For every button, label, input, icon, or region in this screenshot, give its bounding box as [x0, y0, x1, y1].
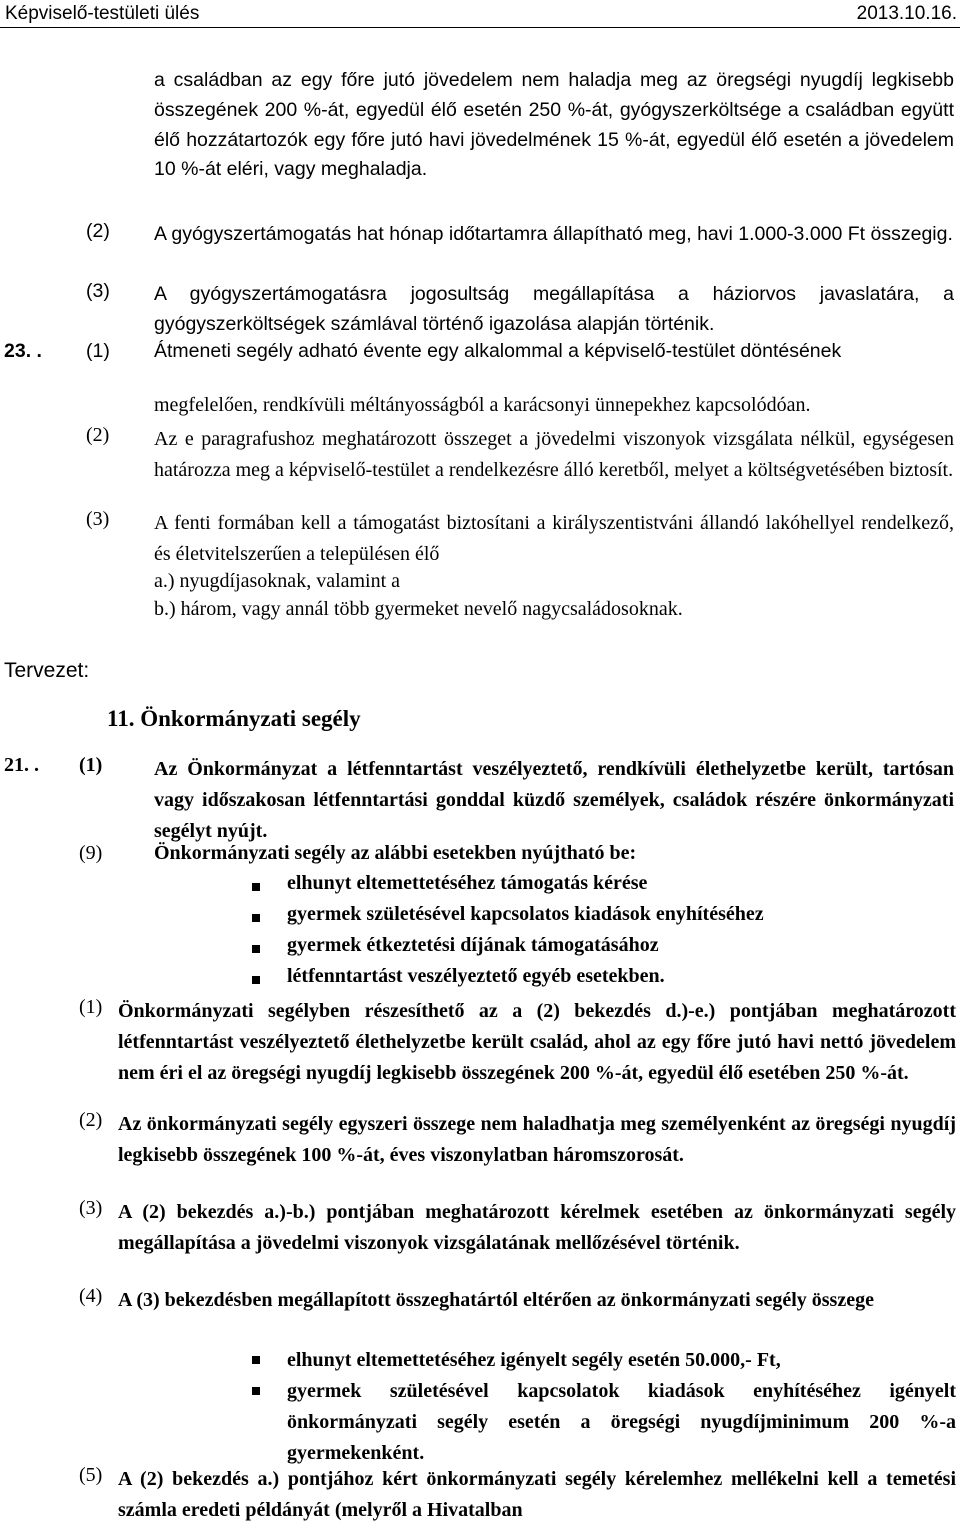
bullet-square	[252, 1387, 260, 1395]
para-2-text: A gyógyszertámogatás hat hónap időtartamra állapítható meg, havi 1.000-3.000 Ft összegig.	[154, 223, 953, 245]
planned-q2-number: (2)	[79, 1109, 103, 1131]
page-header	[0, 0, 960, 28]
planned-para-1-number: (1)	[79, 754, 103, 776]
section-23-number: 23. .	[4, 340, 42, 362]
para-2-number: (2)	[86, 220, 110, 242]
bullet-square	[252, 1356, 260, 1364]
bullet-item: gyermek születésével kapcsolatos kiadások enyhítéséhez	[287, 903, 764, 925]
planned-q1-number: (1)	[79, 996, 103, 1018]
planned-q2-text: Az önkormányzati segély egyszeri összege nem haladhatja meg személyenként az öregségi nyugdíj legkisebb összegének 100 %-át, éves viszonylatban háromszorosát.	[118, 1113, 956, 1166]
intro-paragraph: a családban az egy főre jutó jövedelem nem haladja meg az öregségi nyugdíj legkisebb összegének 200 %-át, egyedül élő esetén 250 %-át, gyógyszerköltsége a családban együtt élő hozzátartozók egy főre jutó havi jövedelmének 15 %-át, egyedül élő esetén a jövedelem 10 %-át eléri, vagy meghaladja.	[154, 69, 954, 181]
bullet-item: gyermek étkeztetési díjának támogatásához	[287, 934, 659, 956]
para-3-text: A gyógyszertámogatásra jogosultság megállapítása a háziorvos javaslatára, a gyógyszerköltségek számlával történő igazolása alapján történik.	[154, 283, 954, 335]
section-23-para-2-text: Az e paragrafushoz meghatározott összeget a jövedelmi viszonyok vizsgálata nélkül, egységesen határozza meg a képviselő-testület a rendelkezésre álló keretből, melyet a költségvetésében biztosít.	[154, 428, 954, 481]
planned-q4-number: (4)	[79, 1285, 103, 1307]
planned-q5-number: (5)	[79, 1464, 103, 1486]
planned-q1-content: Önkormányzati segélyben részesíthető az a (2) bekezdés d.)-e.) pontjában meghatározott létfenntartást veszélyeztető élethelyzetbe került család, ahol az egy főre jutó havi nettó jövedelem nem éri el az öregségi nyugdíj legkisebb összegének 200 %-át, egyedül élő esetében 250 %-át.	[118, 1000, 956, 1084]
bullet-item: elhunyt eltemettetéséhez igényelt segély esetén 50.000,- Ft,	[287, 1349, 781, 1371]
section-21-number: 21. .	[4, 754, 39, 776]
section-23-para-3-item-a: a.) nyugdíjasoknak, valamint a	[154, 570, 401, 592]
planned-para-1-text: Az Önkormányzat a létfenntartást veszélyeztető, rendkívüli élethelyzetbe került, tartósan vagy időszakosan létfenntartási gonddal küzdő személyek, családok részére önkormányzati segélyt nyújt.	[154, 758, 954, 842]
bullet-item: gyermek születésével kapcsolatok kiadások enyhítéséhez igényelt önkormányzati segély esetén a öregségi nyugdíjminimum 200 %-a gyermekenként.	[287, 1380, 956, 1464]
section-23-para-1-line-1: Átmeneti segély adható évente egy alkalommal a képviselő-testület döntésének	[154, 340, 842, 362]
planned-para-9-number: (9)	[79, 842, 103, 864]
section-23-para-3-item-b: b.) három, vagy annál több gyermeket nevelő nagycsaládosoknak.	[154, 598, 683, 620]
section-title: 11. Önkormányzati segély	[107, 706, 361, 731]
document-title: Képviselő-testületi ülés	[5, 3, 200, 24]
planned-q5-text: A (2) bekezdés a.) pontjához kért önkormányzati segély kérelemhez mellékelni kell a temetési számla eredeti példányát (melyről a Hivatalban	[118, 1468, 956, 1521]
section-23-para-3-number: (3)	[86, 508, 110, 530]
planned-para-9-text: Önkormányzati segély az alábbi esetekben nyújtható be:	[154, 842, 637, 864]
document-date: 2013.10.16.	[856, 3, 957, 24]
bullet-item: létfenntartást veszélyeztető egyéb esetekben.	[287, 965, 665, 987]
section-23-para-2-number: (2)	[86, 424, 110, 446]
draft-label: Tervezet:	[4, 659, 90, 682]
planned-q4-text: A (3) bekezdésben megállapított összeghatártól eltérően az önkormányzati segély összege	[118, 1289, 874, 1311]
bullet-item: elhunyt eltemettetéséhez támogatás kérése	[287, 872, 648, 894]
planned-q1-text	[118, 996, 956, 1089]
section-23-para-1-number: (1)	[86, 340, 110, 362]
planned-q3-text: A (2) bekezdés a.)-b.) pontjában meghatározott kérelmek esetében az önkormányzati segély megállapítása a jövedelmi viszonyok vizsgálatának mellőzésével történik.	[118, 1201, 956, 1254]
section-23-para-1-line-2: megfelelően, rendkívüli méltányosságból a karácsonyi ünnepekhez kapcsolódóan.	[154, 394, 811, 416]
para-3-number: (3)	[86, 280, 110, 302]
planned-q3-number: (3)	[79, 1197, 103, 1219]
section-23-para-3-text: A fenti formában kell a támogatást biztosítani a királyszentistváni állandó lakóhellyel rendelkező, és életvitelszerűen a településen élő	[154, 512, 954, 565]
